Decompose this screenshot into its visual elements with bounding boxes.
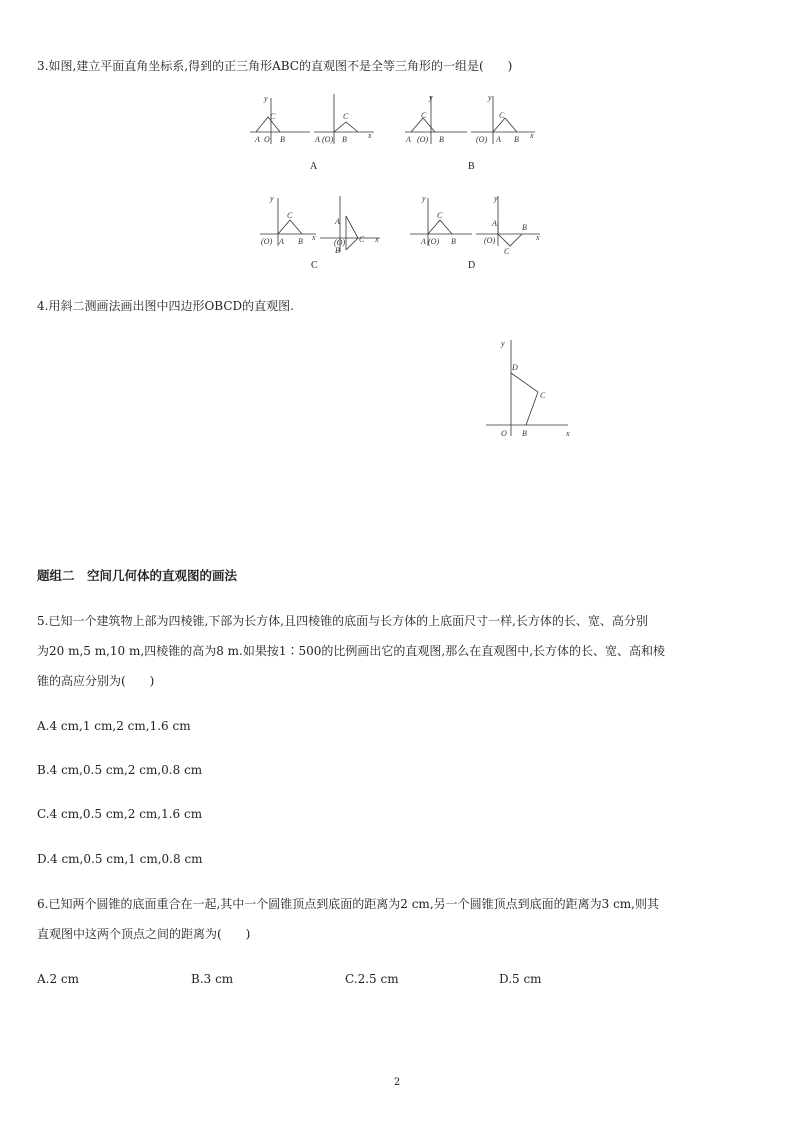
point-a-label: A xyxy=(406,135,411,144)
point-b-label: B xyxy=(439,135,444,144)
point-b-label: B xyxy=(522,223,527,232)
point-o-label: O xyxy=(501,429,507,438)
point-c-label: C xyxy=(540,391,546,400)
option-c: C.2.5 cm xyxy=(345,972,399,986)
question-5-line-2: 为20 m,5 m,10 m,四棱锥的高为8 m.如果按1∶500的比例画出它的直观图,那么在直观图中,长方体的长、宽、高和棱 xyxy=(37,644,666,658)
point-b-label: B xyxy=(451,237,456,246)
point-a-label: A xyxy=(279,237,284,246)
option-b: B.4 cm,0.5 cm,2 cm,0.8 cm xyxy=(37,763,203,777)
point-a-label: A xyxy=(315,135,320,144)
figure-label-d: D xyxy=(468,260,476,271)
figure-label-a: A xyxy=(310,161,318,172)
figure-3c xyxy=(258,192,383,254)
point-a-label: A xyxy=(496,135,501,144)
page-number: 2 xyxy=(393,1077,401,1088)
figure-label-b: B xyxy=(468,161,475,172)
option-a: A.2 cm xyxy=(37,972,80,986)
point-c-label: C xyxy=(343,112,349,121)
point-d-label: D xyxy=(512,363,518,372)
point-c-label: C xyxy=(421,111,427,120)
option-d: D.5 cm xyxy=(499,972,542,986)
option-c: C.4 cm,0.5 cm,2 cm,1.6 cm xyxy=(37,807,203,821)
figure-3d xyxy=(408,192,546,254)
point-b-label: B xyxy=(280,135,285,144)
option-b: B.3 cm xyxy=(191,972,234,986)
point-o-label: (O) xyxy=(484,236,496,245)
point-c-label: C xyxy=(504,247,510,254)
figure-label-c: C xyxy=(311,260,318,271)
point-o-label: (O) xyxy=(428,237,440,246)
question-4-text: 4.用斜二测画法画出图中四边形OBCD的直观图. xyxy=(37,299,294,313)
point-c-label: C xyxy=(437,211,443,220)
point-o-label: (O) xyxy=(334,238,346,247)
point-a-label: A xyxy=(335,217,340,226)
point-b-label: B xyxy=(298,237,303,246)
point-o-label: (O) xyxy=(261,237,273,246)
point-c-label: C xyxy=(499,111,505,120)
point-o-label: (O) xyxy=(322,135,334,144)
figure-4 xyxy=(482,336,577,442)
point-a-label: A xyxy=(255,135,260,144)
point-o-label: (O) xyxy=(476,135,488,144)
question-6-line-1: 6.已知两个圆锥的底面重合在一起,其中一个圆锥顶点到底面的距离为2 cm,另一个圆锥顶点到底面的距离为3 cm,则其 xyxy=(37,897,659,911)
point-b-label: B xyxy=(335,246,340,254)
point-b-label: B xyxy=(514,135,519,144)
y-axis-label: y xyxy=(429,93,433,102)
figure-3a xyxy=(248,92,378,150)
y-axis-label: y xyxy=(488,93,492,102)
point-a-label: A xyxy=(421,237,426,246)
section-title: 题组二 空间几何体的直观图的画法 xyxy=(37,568,238,583)
y-axis-label: y xyxy=(494,194,498,203)
y-axis-label: y xyxy=(264,94,268,103)
point-a-label: A xyxy=(492,219,497,228)
y-axis-label: y xyxy=(270,194,274,203)
y-axis-label: y xyxy=(422,194,426,203)
option-a: A.4 cm,1 cm,2 cm,1.6 cm xyxy=(37,719,191,733)
y-axis-label: y xyxy=(501,339,505,348)
x-axis-label: x xyxy=(536,233,540,242)
figure-3b xyxy=(403,92,538,150)
question-3-text: 3.如图,建立平面直角坐标系,得到的正三角形ABC的直观图不是全等三角形的一组是( ) xyxy=(37,59,513,73)
x-axis-label: x xyxy=(375,235,379,244)
point-o-label: (O) xyxy=(417,135,429,144)
point-o-label: O xyxy=(264,135,270,144)
x-axis-label: x xyxy=(368,131,372,140)
question-5-line-3: 锥的高应分别为( ) xyxy=(37,674,155,688)
point-b-label: B xyxy=(522,429,527,438)
question-5-line-1: 5.已知一个建筑物上部为四棱锥,下部为长方体,且四棱锥的底面与长方体的上底面尺寸一样,长方体的长、宽、高分别 xyxy=(37,614,648,628)
point-b-label: B xyxy=(342,135,347,144)
point-c-label: C xyxy=(270,112,276,121)
point-c-label: C xyxy=(287,211,293,220)
point-c-label: C xyxy=(359,235,365,244)
x-axis-label: x xyxy=(312,233,316,242)
question-6-line-2: 直观图中这两个顶点之间的距离为( ) xyxy=(37,927,251,941)
option-d: D.4 cm,0.5 cm,1 cm,0.8 cm xyxy=(37,852,203,866)
x-axis-label: x xyxy=(566,429,570,438)
x-axis-label: x xyxy=(530,131,534,140)
